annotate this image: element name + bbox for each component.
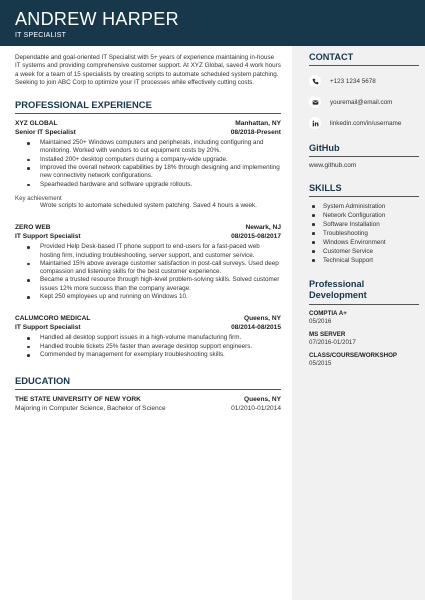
job-location: Newark, NJ <box>245 224 281 232</box>
job-location: Queens, NY <box>243 315 281 323</box>
job-company: XYZ GLOBAL <box>15 120 58 128</box>
job-position: IT Support Specialist <box>15 323 81 331</box>
degree: Majoring in Computer Science, Bachelor of Science <box>15 404 166 412</box>
key-achievement-text: Wrote scripts to automate scheduled system patching. Saved 4 hours a week. <box>40 201 257 209</box>
development-heading: Professional Development <box>309 279 419 305</box>
job-bullets <box>15 139 281 189</box>
job-bullet: Handled trouble tickets 25% faster than average desktop support engineers. <box>15 343 281 351</box>
development-name: COMPTIA A+ <box>309 310 347 317</box>
development-name: MS SERVER <box>309 331 346 338</box>
job-company: ZERO WEB <box>15 224 51 232</box>
development-date: 05/2016 <box>309 318 332 325</box>
development-date: 07/2016-01/2017 <box>309 339 356 346</box>
job-bullet: Maintained 250+ Windows computers and peripherals, including configuring and monitoring. Worked with vendors to cut equipment costs by 20%. <box>15 139 281 156</box>
skill-item: Technical Support <box>309 256 419 265</box>
linkedin-icon <box>309 117 321 129</box>
sidebar <box>292 46 425 600</box>
education-dates: 01/2010-01/2014 <box>231 404 281 412</box>
github-heading: GitHub <box>309 143 419 157</box>
job-entry <box>15 120 281 210</box>
skill-item: Network Configuration <box>309 211 419 220</box>
school-location: Queens, NY <box>243 396 281 404</box>
contact-email-text: youremail@email.com <box>330 98 393 106</box>
main-column <box>15 54 281 413</box>
job-bullet: Provided Help Desk-based IT phone support to end-users for a fast-paced web hosting firm, including troubleshooting, server support, and customer service. <box>15 243 281 260</box>
job-bullet: Spearheaded hardware and software upgrade rollouts. <box>15 181 281 189</box>
contact-phone-text: +123 1234 5678 <box>330 77 376 85</box>
job-location: Manhattan, NY <box>235 120 281 128</box>
job-bullet: Improved the overall network capabilities by 18% through designing and implementing new connectivity network configurations. <box>15 164 281 181</box>
development-item <box>309 352 419 368</box>
development-name: CLASS/COURSE/WORKSHOP <box>309 352 398 359</box>
contact-email[interactable] <box>309 96 419 108</box>
skill-item: Troubleshooting <box>309 229 419 238</box>
job-bullets <box>15 243 281 301</box>
job-company: CALUMCORO MEDICAL <box>15 315 91 323</box>
development-item <box>309 331 419 347</box>
key-achievement-label: Key achievement <box>15 194 62 202</box>
contact-linkedin-text: linkedin.com/in/username <box>330 119 402 127</box>
job-position: IT Support Specialist <box>15 232 81 240</box>
header-banner <box>0 0 425 46</box>
job-bullet: Maintained 15% above average customer satisfaction in post-call surveys. Used deep compassion and listening skills for the best customer experience. <box>15 260 281 277</box>
education-entry <box>15 396 281 413</box>
development-item <box>309 310 419 326</box>
skill-item: Customer Service <box>309 247 419 256</box>
job-dates: 08/2018-Present <box>230 128 281 136</box>
contact-phone <box>309 75 419 87</box>
skills-list <box>309 202 419 265</box>
contact-linkedin[interactable] <box>309 117 419 129</box>
job-dates: 08/2015-08/2017 <box>231 232 281 240</box>
job-bullet: Kept 250 employees up and running on Windows 10. <box>15 293 281 301</box>
job-entry <box>15 315 281 359</box>
job-bullet: Handled all desktop support issues in a high-volume manufacturing firm. <box>15 334 281 342</box>
skill-item: Software Installation <box>309 220 419 229</box>
job-position: Senior IT Specialist <box>15 128 76 136</box>
experience-heading: PROFESSIONAL EXPERIENCE <box>15 99 281 114</box>
job-bullet: Installed 200+ desktop computers during a company-wide upgrade. <box>15 156 281 164</box>
job-bullet: Became a trusted resource through high-level problem-solving skills. Solved customer issues 12% more success than the company average. <box>15 276 281 293</box>
github-url[interactable]: www.github.com <box>309 162 357 169</box>
job-dates: 08/2014-08/2015 <box>231 323 281 331</box>
candidate-name: ANDREW HARPER <box>15 9 179 29</box>
job-bullets <box>15 334 281 359</box>
education-heading: EDUCATION <box>15 375 281 390</box>
summary-text: Dependable and goal-oriented IT Specialist with 5+ years of experience maintaining in-house IT systems and providing comprehensive customer support. At XYZ Global, saved 4 work hours a week for a team of 15 specialists by creating scripts to automate scheduled system patching. Seeking to join ABC Corp to optimize your IT processes while effectively cutting costs. <box>15 54 281 86</box>
job-entry <box>15 224 281 301</box>
job-bullet: Commended by management for exemplary troubleshooting skills. <box>15 351 281 359</box>
school-name: THE STATE UNIVERSITY OF NEW YORK <box>15 396 141 404</box>
contact-heading: CONTACT <box>309 52 419 66</box>
skill-item: System Administration <box>309 202 419 211</box>
candidate-role: IT SPECIALIST <box>15 32 67 39</box>
development-date: 05/2015 <box>309 360 332 367</box>
phone-icon <box>309 75 321 87</box>
skill-item: Windows Environment <box>309 238 419 247</box>
skills-heading: SKILLS <box>309 183 419 197</box>
email-icon <box>309 96 321 108</box>
